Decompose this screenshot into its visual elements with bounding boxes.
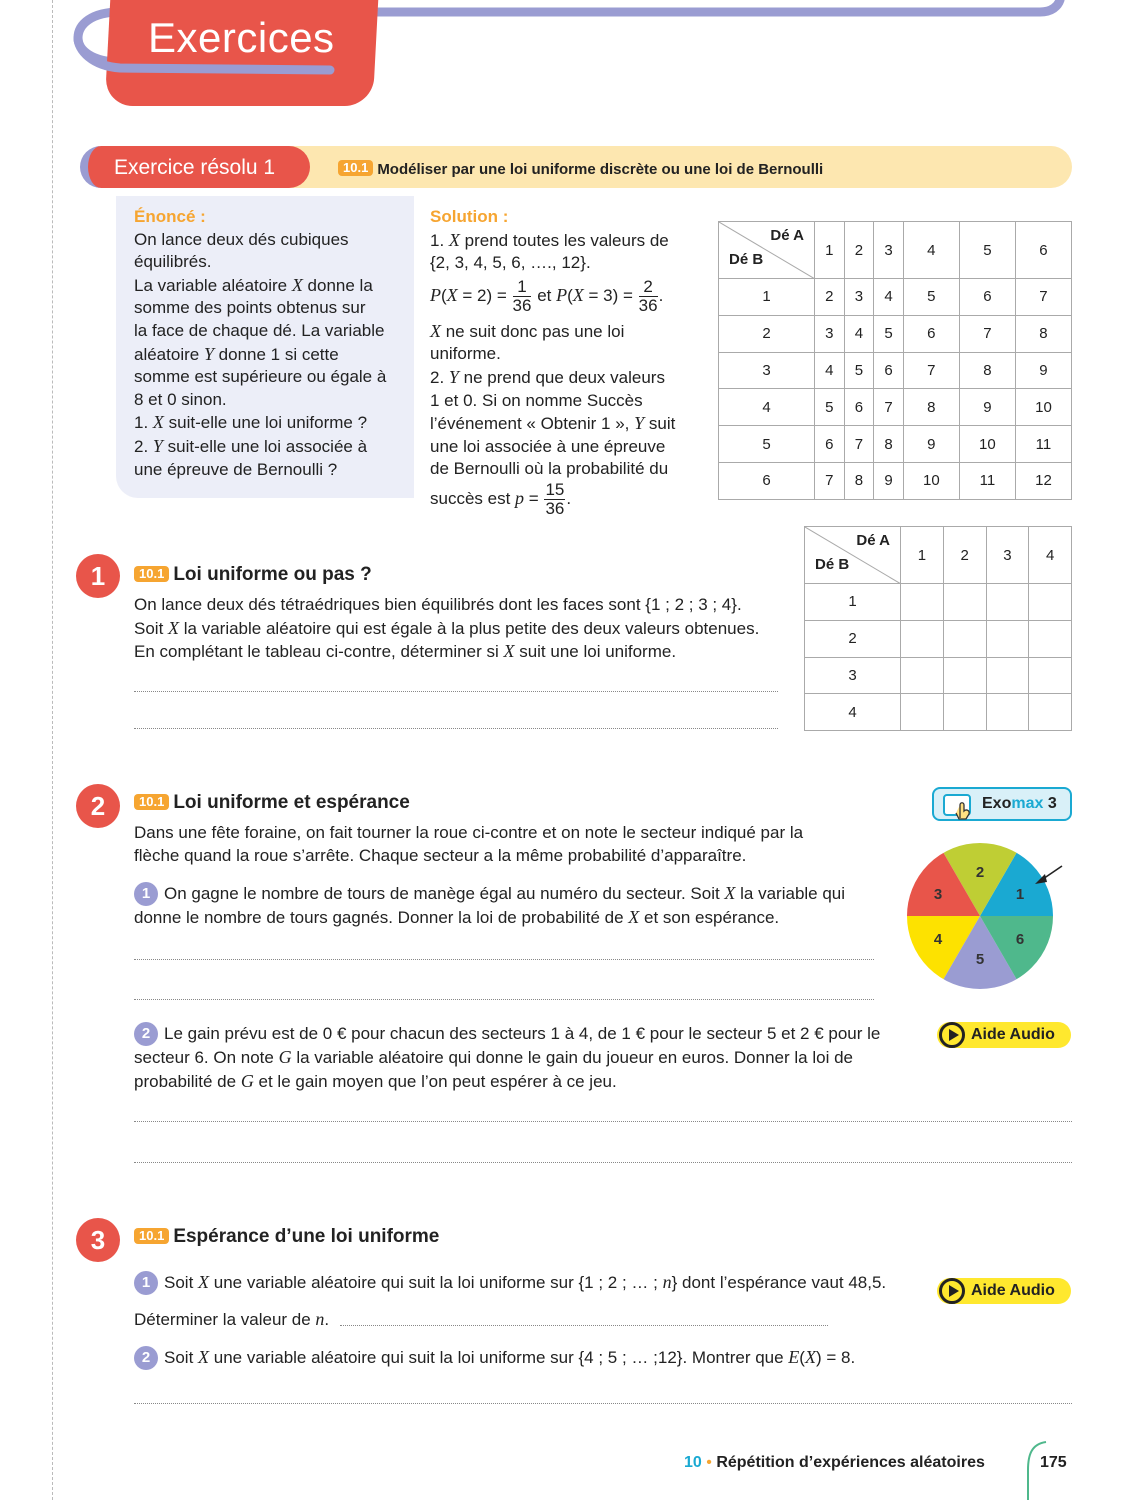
answer-line[interactable] [134,1403,1072,1404]
table-row [719,315,1072,352]
exercise-2-question-2 [134,1022,904,1093]
wheel-label-5: 5 [975,951,985,968]
exomax-prefix: Exo [982,795,1012,812]
table-cell: 7 [815,462,845,499]
table-cell: 9 [959,389,1015,426]
row-header: 1 [805,584,901,621]
prob-left: P(X = 2) = [430,284,507,305]
answer-cell[interactable] [943,694,986,731]
enonce-block [134,206,409,481]
answer-line[interactable] [134,959,874,960]
exercise-3-number: 3 [76,1218,120,1262]
exercise-2-intro [134,822,894,867]
frac-den: 36 [545,498,565,518]
table-cell: 4 [874,279,904,316]
wheel-label-2: 2 [975,864,985,881]
answer-cell[interactable] [1029,657,1072,694]
table-cell: 10 [1015,389,1071,426]
aide-audio-label: Aide Audio [971,1282,1055,1299]
wheel-label-1: 1 [1015,886,1025,903]
solution-title: Solution : [430,207,509,226]
table-row [719,426,1072,463]
table-corner [719,222,815,279]
fraction-1-36 [513,278,532,315]
exercise-2-title: Loi uniforme et espérance [173,792,410,813]
enonce-text [134,229,409,482]
q2-number: 2 [134,1022,158,1046]
aide-audio-label: Aide Audio [971,1026,1055,1043]
exercise-1-line: On lance deux dés tétraédriques bien équilibrés dont les faces sont {1 ; 2 ; 3 ; 4}. [134,595,742,614]
solution-block [430,206,715,521]
enonce-line: 1. X suit-elle une loi uniforme ? [134,412,368,433]
answer-cell[interactable] [1029,584,1072,621]
exomax-button[interactable] [932,787,1072,821]
table-cell: 6 [874,352,904,389]
q2-text-1: Le gain prévu est de 0 € pour chacun des secteurs 1 à 4, de 1 € pour le secteur 5 et 2 € pour le [164,1024,881,1043]
enonce-line: On lance deux dés cubiques [134,229,349,249]
table-cell: 7 [874,389,904,426]
ex3-q1-text: Soit X une variable aléatoire qui suit la loi uniforme sur {1 ; 2 ; … ; n} dont l’espérance vaut 48,5. [164,1272,887,1292]
enonce-title: Énoncé : [134,207,206,226]
table-cell: 9 [903,426,959,463]
exercise-1-badge: 10.1 [134,566,169,582]
chapter-number: 10 [684,1454,702,1471]
exomax-mid: max [1011,795,1044,812]
q1-number: 1 [134,882,158,906]
answer-line[interactable] [134,1162,1072,1163]
table-row [805,694,1072,731]
corner-a: Dé A [770,227,804,244]
answer-cell[interactable] [986,657,1029,694]
exercise-3-question-1 [134,1271,934,1295]
solution-line-1: 1. X prend toutes les valeurs de [430,229,669,250]
table-cell: 3 [844,279,874,316]
success-prob-end: . [566,488,572,508]
answer-cell[interactable] [901,584,944,621]
chapter-title: Répétition d’expériences aléatoires [716,1454,985,1471]
exercise-2-heading [134,792,410,814]
table-cell: 3 [815,315,845,352]
table-row [805,657,1072,694]
aide-audio-button[interactable] [937,1022,1071,1048]
enonce-line: somme est supérieure ou égale à [134,367,387,387]
frac-num: 2 [639,278,658,297]
exercise-1-line: En complétant le tableau ci-contre, déterminer si X suit une loi uniforme. [134,641,677,662]
page-number: 175 [1040,1454,1067,1471]
chapter-separator: • [706,1454,712,1471]
answer-line[interactable] [134,1121,1072,1122]
enonce-line: 2. Y suit-elle une loi associée à [134,435,368,456]
answer-line[interactable] [340,1325,828,1326]
enonce-line: une épreuve de Bernoulli ? [134,459,338,479]
solution-line-8: l’événement « Obtenir 1 », Y suit [430,413,676,434]
enonce-line: La variable aléatoire X donne la [134,274,373,295]
ex3-q2-number: 2 [134,1346,158,1370]
exercise-3-title: Espérance d’une loi uniforme [173,1226,440,1247]
solution-line-5: uniforme. [430,344,501,364]
exercise-2-intro-line: flèche quand la roue s’arrête. Chaque secteur a la même probabilité d’apparaître. [134,845,747,865]
answer-cell[interactable] [901,657,944,694]
table-cell: 8 [844,462,874,499]
wheel-label-3: 3 [933,886,943,903]
exomax-label [982,795,1057,813]
resolved-label: Exercice résolu 1 [114,156,276,179]
column-header: 5 [959,222,1015,279]
q2-line-1 [134,1022,904,1046]
table-cell: 12 [1015,462,1071,499]
exercise-3-heading [134,1226,439,1248]
enonce-line: aléatoire Y donne 1 si cette [134,343,339,364]
aide-audio-button[interactable] [937,1278,1071,1304]
table-cell: 6 [815,426,845,463]
row-header: 3 [719,352,815,389]
q2-line-2: secteur 6. On note G la variable aléatoire qui donne le gain du joueur en euros. Donner la loi de [134,1047,853,1067]
column-header: 2 [844,222,874,279]
play-icon [939,1022,965,1048]
table-cell: 8 [903,389,959,426]
table-cell: 4 [844,315,874,352]
table-cell: 11 [959,462,1015,499]
exercise-1-text [134,594,794,664]
resolved-subtitle-text: Modéliser par une loi uniforme discrète ou une loi de Bernoulli [377,161,824,178]
frac-num: 15 [545,479,565,499]
answer-line[interactable] [134,728,778,729]
solution-line-10: de Bernoulli où la probabilité du [430,459,669,479]
corner-b: Dé B [815,556,850,573]
table-row [805,620,1072,657]
touch-icon [942,791,978,821]
solution-line-2: {2, 3, 4, 5, 6, …., 12}. [430,253,591,273]
frac-num: 1 [513,278,532,297]
exercise-2-badge: 10.1 [134,794,169,810]
solution-line-4: X ne suit donc pas une loi [430,320,625,341]
table-cell: 7 [959,315,1015,352]
enonce-line: 8 et 0 sinon. [134,389,227,409]
wheel [898,836,1070,1000]
answer-cell[interactable] [943,584,986,621]
footer-chapter [684,1454,985,1472]
solution-line-7: 1 et 0. Si on nomme Succès [430,390,643,410]
q1-line-1 [134,882,894,906]
row-header: 6 [719,462,815,499]
table-cell: 11 [1015,426,1071,463]
answer-line[interactable] [134,691,778,692]
row-header: 3 [805,657,901,694]
enonce-line: somme des points obtenus sur [134,298,366,318]
fraction-15-36 [544,481,565,518]
answer-cell[interactable] [986,620,1029,657]
table-cell: 5 [815,389,845,426]
exercise-1-line: Soit X la variable aléatoire qui est égale à la plus petite des deux valeurs obtenues. [134,617,760,638]
answer-cell[interactable] [986,584,1029,621]
q2-line-3: probabilité de G et le gain moyen que l’on peut espérer à ce jeu. [134,1070,617,1091]
frac-den: 36 [512,295,532,315]
exomax-num: 3 [1047,795,1057,812]
row-header: 5 [719,426,815,463]
table-row [719,389,1072,426]
table-cell: 8 [959,352,1015,389]
table-cell: 9 [1015,352,1071,389]
corner-a: Dé A [856,532,890,549]
column-header: 1 [901,527,944,584]
corner-b: Dé B [729,251,764,268]
resolved-subtitle [338,160,823,178]
table-row [719,352,1072,389]
table-cell: 5 [874,315,904,352]
table-row [805,584,1072,621]
table-row [719,279,1072,316]
solution-line-11 [430,481,715,521]
column-header: 1 [815,222,845,279]
exercise-1-heading [134,564,372,586]
answer-cell[interactable] [986,694,1029,731]
solution-line-9: une loi associée à une épreuve [430,436,666,456]
answer-cell[interactable] [901,620,944,657]
answer-cell[interactable] [943,620,986,657]
column-header: 4 [903,222,959,279]
column-header: 2 [943,527,986,584]
sum-table [718,221,1072,500]
row-header: 2 [719,315,815,352]
column-header: 4 [1029,527,1072,584]
table-row [719,462,1072,499]
frac-den: 36 [638,295,658,315]
table-cell: 6 [903,315,959,352]
q1-line-2: donne le nombre de tours gagnés. Donner la loi de probabilité de X et son espérance. [134,907,780,927]
success-prob-text: succès est p = [430,487,539,508]
table-cell: 8 [1015,315,1071,352]
table-cell: 7 [844,426,874,463]
wheel-label-4: 4 [933,931,943,948]
table-cell: 7 [1015,279,1071,316]
resolved-badge: 10.1 [338,160,373,176]
answer-cell[interactable] [1029,620,1072,657]
table-corner [805,527,901,584]
table-cell: 10 [959,426,1015,463]
min-table [804,526,1072,731]
answer-cell[interactable] [901,694,944,731]
wheel-label-6: 6 [1015,931,1025,948]
table-cell: 8 [874,426,904,463]
row-header: 4 [805,694,901,731]
exercise-3-badge: 10.1 [134,1228,169,1244]
row-header: 1 [719,279,815,316]
table-cell: 5 [903,279,959,316]
margin-line [52,0,53,1500]
exercise-2-number: 2 [76,784,120,828]
prob-end: . [658,285,664,305]
exercise-1-number: 1 [76,554,120,598]
ex3-q2-text: Soit X une variable aléatoire qui suit la loi uniforme sur {4 ; 5 ; … ;12}. Montrer que E(X) = 8. [164,1347,856,1367]
table-cell: 2 [815,279,845,316]
play-icon [939,1278,965,1304]
answer-line[interactable] [134,999,874,1000]
answer-cell[interactable] [1029,694,1072,731]
fraction-2-36 [639,278,658,315]
table-cell: 9 [874,462,904,499]
solution-line-6: 2. Y ne prend que deux valeurs [430,366,665,387]
exercise-2-intro-line: Dans une fête foraine, on fait tourner la roue ci-contre et on note le secteur indiqué par la [134,823,804,842]
column-header: 3 [874,222,904,279]
table-cell: 6 [844,389,874,426]
prob-mid: et P(X = 3) = [537,284,633,305]
table-cell: 6 [959,279,1015,316]
enonce-line: la face de chaque dé. La variable [134,320,385,340]
exercise-3-question-1-b: Déterminer la valeur de n. [134,1309,330,1329]
table-cell: 10 [903,462,959,499]
answer-cell[interactable] [943,657,986,694]
solution-prob-line [430,278,715,320]
column-header: 3 [986,527,1029,584]
enonce-line: équilibrés. [134,252,212,272]
row-header: 4 [719,389,815,426]
column-header: 6 [1015,222,1071,279]
exercise-3-question-2 [134,1346,934,1370]
table-cell: 7 [903,352,959,389]
row-header: 2 [805,620,901,657]
exercise-2-question-1 [134,882,894,930]
table-cell: 5 [844,352,874,389]
q1-text-1: On gagne le nombre de tours de manège égal au numéro du secteur. Soit X la variable qui [164,883,846,903]
table-cell: 4 [815,352,845,389]
ex3-q1-number: 1 [134,1271,158,1295]
exercise-1-title: Loi uniforme ou pas ? [173,564,372,585]
header-title: Exercices [148,14,335,61]
